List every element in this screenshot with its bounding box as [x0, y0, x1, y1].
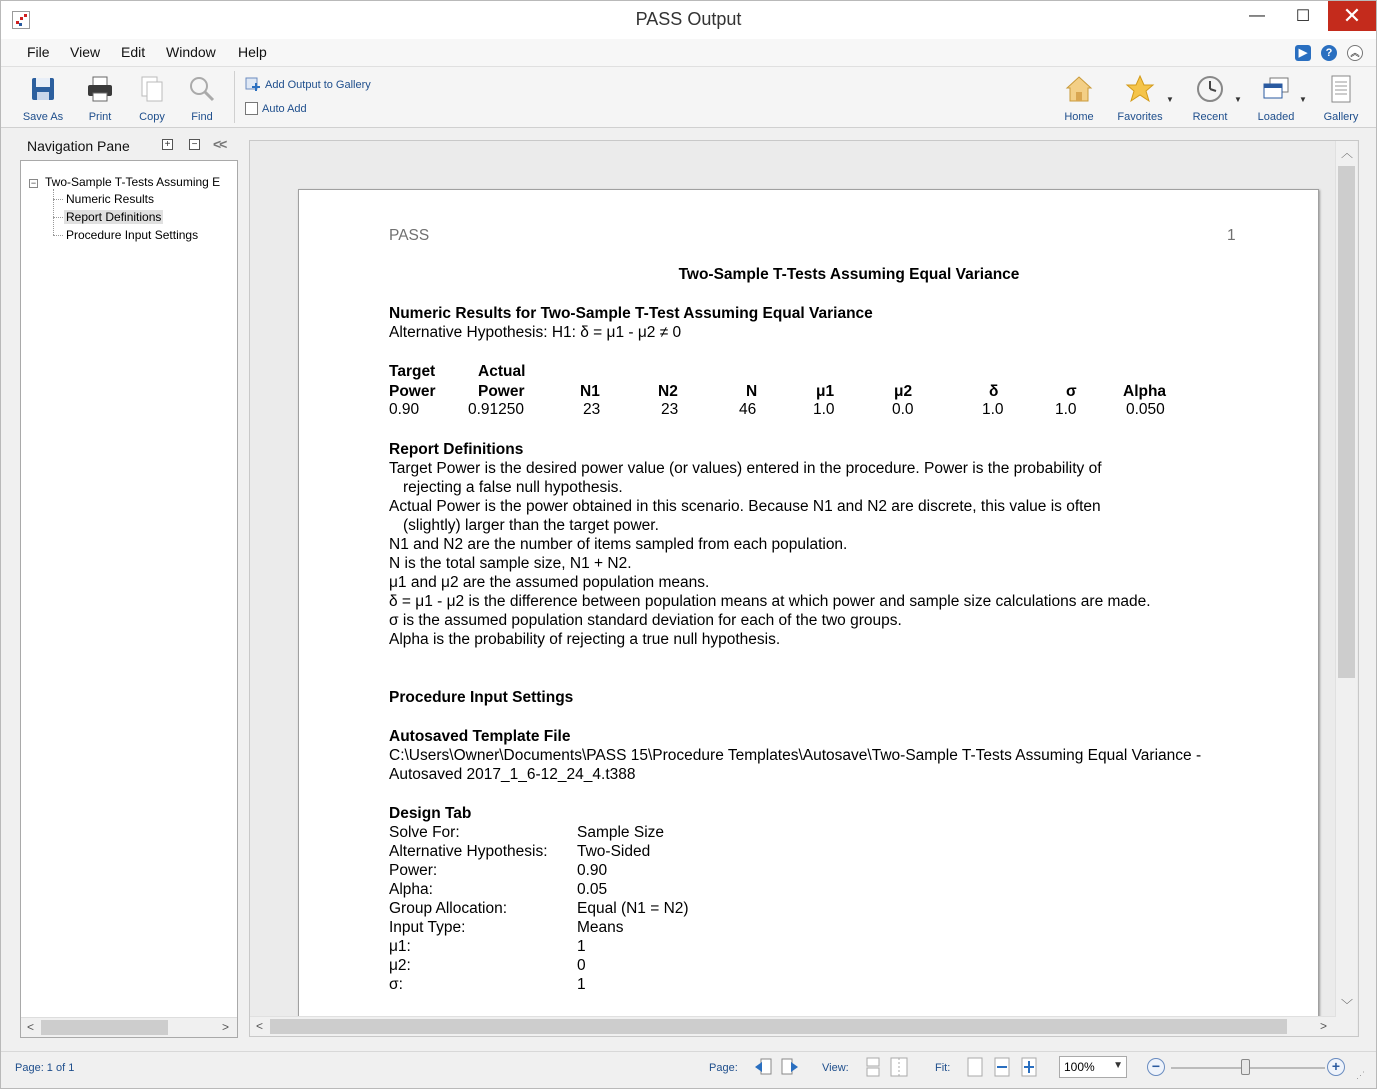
chevron-down-icon: ▼ — [1113, 1060, 1123, 1071]
tree-collapse-icon[interactable]: − — [30, 178, 37, 188]
table-header-n1: N1 — [580, 383, 600, 400]
design-label: μ1: — [389, 938, 411, 955]
scrollbar-corner — [1336, 1016, 1357, 1036]
table-header-power: Power — [389, 383, 436, 400]
gallery-label: Gallery — [1323, 111, 1359, 123]
title-bar — [1, 1, 1376, 39]
menu-window[interactable]: Window — [166, 44, 216, 60]
table-header-delta: δ — [989, 383, 999, 400]
procedure-input-settings-heading: Procedure Input Settings — [389, 689, 574, 706]
tree-root-item[interactable]: Two-Sample T-Tests Assuming E — [45, 175, 221, 189]
design-label: σ: — [389, 976, 403, 993]
template-path: C:\Users\Owner\Documents\PASS 15\Procedure Templates\Autosave\Two-Sample T-Tests Assuming Equal Variance - — [389, 747, 1202, 764]
loaded-label: Loaded — [1257, 111, 1295, 123]
favorites-label: Favorites — [1117, 111, 1163, 123]
find-label: Find — [191, 111, 213, 123]
table-cell: 1.0 — [982, 401, 1004, 418]
star-icon — [1124, 73, 1156, 105]
document-horizontal-scrollbar[interactable] — [250, 1016, 1336, 1036]
definition-line: (slightly) larger than the target power. — [403, 517, 659, 534]
design-value: 0.90 — [577, 862, 608, 879]
table-header-power: Power — [478, 383, 525, 400]
recent-label: Recent — [1192, 111, 1228, 123]
scroll-down-icon[interactable]: ﹀ — [1341, 998, 1354, 1012]
table-header-target: Target — [389, 363, 436, 380]
loaded-button[interactable] — [1248, 71, 1304, 125]
table-cell: 0.91250 — [468, 401, 525, 418]
loaded-dropdown-icon[interactable]: ▼ — [1299, 95, 1307, 104]
design-tab-heading: Design Tab — [389, 805, 472, 822]
design-label: Power: — [389, 862, 438, 879]
view-label: View: — [822, 1062, 849, 1074]
zoom-out-icon[interactable]: − — [1147, 1058, 1165, 1076]
add-gallery-icon — [245, 77, 261, 93]
tree-item-report-definitions[interactable]: Report Definitions — [66, 210, 162, 224]
document-vertical-scrollbar[interactable] — [1335, 141, 1357, 1017]
fit-width-icon[interactable] — [992, 1057, 1012, 1077]
resize-grip-icon[interactable]: ⋰ — [1356, 1070, 1365, 1080]
zoom-slider-thumb[interactable] — [1241, 1059, 1250, 1075]
scroll-left-icon[interactable]: < — [256, 1019, 264, 1033]
save-icon — [27, 73, 59, 105]
template-file-heading: Autosaved Template File — [389, 728, 571, 745]
report-title: Two-Sample T-Tests Assuming Equal Variance — [678, 266, 1020, 283]
tree-item-numeric-results[interactable]: Numeric Results — [66, 192, 155, 206]
definition-line: σ is the assumed population standard deviation for each of the two groups. — [389, 612, 902, 629]
scrollbar-thumb[interactable] — [270, 1019, 1287, 1034]
expand-all-icon[interactable]: + — [162, 139, 173, 150]
auto-add-label: Auto Add — [262, 102, 307, 115]
zoom-in-icon[interactable]: + — [1327, 1058, 1345, 1076]
fit-all-icon[interactable] — [1019, 1057, 1039, 1077]
design-value: 0.05 — [577, 881, 608, 898]
tree-item-procedure-input-settings[interactable]: Procedure Input Settings — [66, 228, 199, 242]
definition-line: μ1 and μ2 are the assumed population means. — [389, 574, 710, 591]
toolbar-separator — [234, 71, 235, 123]
video-icon[interactable]: ▶ — [1295, 45, 1311, 61]
minimize-button[interactable]: — — [1249, 7, 1265, 24]
copy-button[interactable] — [124, 71, 180, 125]
navigation-pane-title: Navigation Pane — [27, 138, 130, 154]
design-label: μ2: — [389, 957, 411, 974]
report-page — [298, 189, 1319, 1037]
design-value: Means — [577, 919, 624, 936]
table-cell: 0.0 — [892, 401, 914, 418]
navigation-pane-header — [11, 132, 244, 158]
favorites-button[interactable] — [1112, 71, 1168, 125]
fit-page-icon[interactable] — [965, 1057, 985, 1077]
home-button[interactable] — [1051, 71, 1107, 125]
menu-bar — [1, 39, 1376, 67]
menu-view[interactable]: View — [70, 44, 101, 60]
scrollbar-thumb[interactable] — [41, 1020, 168, 1035]
status-bar — [1, 1051, 1376, 1088]
scroll-right-icon[interactable]: > — [222, 1020, 230, 1034]
auto-add-toggle[interactable] — [245, 102, 307, 115]
design-label: Group Allocation: — [389, 900, 508, 917]
next-page-icon[interactable] — [780, 1057, 800, 1077]
alternative-hypothesis: Alternative Hypothesis: H1: δ = μ1 - μ2 ≠ 0 — [389, 324, 682, 341]
page-count: Page: 1 of 1 — [15, 1062, 75, 1074]
table-header-alpha: Alpha — [1123, 383, 1167, 400]
definition-line: rejecting a false null hypothesis. — [403, 479, 623, 496]
design-label: Input Type: — [389, 919, 466, 936]
table-header-mu1: μ1 — [816, 383, 835, 400]
recent-dropdown-icon[interactable]: ▼ — [1234, 95, 1242, 104]
table-cell: 1.0 — [1055, 401, 1077, 418]
page-nav-label: Page: — [709, 1062, 738, 1074]
menu-edit[interactable]: Edit — [121, 44, 146, 60]
design-value: 1 — [577, 976, 586, 993]
save-as-button[interactable] — [15, 71, 71, 125]
scroll-right-icon[interactable]: > — [1320, 1019, 1328, 1033]
scroll-left-icon[interactable]: < — [27, 1020, 35, 1034]
table-cell: 23 — [583, 401, 601, 418]
table-cell: 1.0 — [813, 401, 835, 418]
gallery-button[interactable] — [1313, 71, 1369, 125]
design-value: Sample Size — [577, 824, 665, 841]
report-header-left: PASS — [389, 227, 430, 244]
document-view — [249, 140, 1359, 1037]
collapse-all-icon[interactable]: − — [189, 139, 200, 150]
design-label: Solve For: — [389, 824, 460, 841]
two-page-view-icon[interactable] — [889, 1057, 909, 1077]
design-label: Alternative Hypothesis: — [389, 843, 548, 860]
design-value: 1 — [577, 938, 586, 955]
save-as-label: Save As — [22, 111, 64, 123]
fit-label: Fit: — [935, 1062, 951, 1074]
menu-help[interactable]: Help — [238, 44, 267, 60]
table-cell: 23 — [661, 401, 679, 418]
table-cell: 0.90 — [389, 401, 420, 418]
definition-line: Alpha is the probability of rejecting a true null hypothesis. — [389, 631, 781, 648]
previous-page-icon[interactable] — [753, 1057, 773, 1077]
menu-file[interactable]: File — [27, 44, 50, 60]
single-page-view-icon[interactable] — [863, 1057, 883, 1077]
scrollbar-thumb[interactable] — [1338, 166, 1355, 678]
definition-line: Actual Power is the power obtained in this scenario. Because N1 and N2 are discrete, this value is often — [389, 498, 1101, 515]
maximize-button[interactable]: ☐ — [1295, 8, 1311, 25]
gallery-icon — [1325, 73, 1357, 105]
close-button[interactable]: ✕ — [1328, 1, 1376, 31]
nav-horizontal-scrollbar[interactable] — [21, 1017, 237, 1037]
numeric-results-heading: Numeric Results for Two-Sample T-Test Assuming Equal Variance — [389, 305, 873, 322]
table-header-n2: N2 — [658, 383, 678, 400]
toolbar — [1, 67, 1376, 128]
printer-icon — [84, 73, 116, 105]
template-path: Autosaved 2017_1_6-12_24_4.t388 — [389, 766, 636, 783]
hide-pane-icon[interactable]: << — [213, 136, 226, 152]
help-icon[interactable]: ? — [1321, 45, 1337, 61]
windows-icon — [1260, 73, 1292, 105]
definition-line: N1 and N2 are the number of items sampled from each population. — [389, 536, 848, 553]
table-header-actual: Actual — [478, 363, 526, 380]
home-icon — [1063, 73, 1095, 105]
tree-connector — [53, 217, 63, 218]
design-label: Alpha: — [389, 881, 433, 898]
scroll-up-icon[interactable]: ︿ — [1341, 146, 1354, 160]
auto-add-checkbox[interactable] — [245, 102, 258, 115]
favorites-dropdown-icon[interactable]: ▼ — [1166, 95, 1174, 104]
table-header-mu2: μ2 — [894, 383, 913, 400]
navigation-tree — [20, 160, 238, 1038]
copy-label: Copy — [139, 111, 165, 123]
print-label: Print — [88, 111, 112, 123]
table-header-n: N — [746, 383, 758, 400]
report-definitions-heading: Report Definitions — [389, 441, 524, 458]
recent-button[interactable] — [1182, 71, 1238, 125]
table-cell: 46 — [739, 401, 757, 418]
magnifier-icon — [186, 73, 218, 105]
zoom-value: 100% — [1064, 1060, 1095, 1074]
design-value: Equal (N1 = N2) — [577, 900, 689, 917]
add-output-to-gallery-label: Add Output to Gallery — [265, 79, 371, 91]
table-header-sigma: σ — [1066, 383, 1077, 400]
add-output-to-gallery-button[interactable] — [245, 77, 371, 93]
collapse-ribbon-icon[interactable]: ︽ — [1347, 45, 1363, 61]
print-button[interactable] — [72, 71, 128, 125]
tree-connector — [53, 235, 63, 236]
definition-line: δ = μ1 - μ2 is the difference between population means at which power and sample size calculations are made. — [389, 593, 1151, 610]
clock-icon — [1194, 73, 1226, 105]
copy-icon — [136, 73, 168, 105]
tree-connector — [53, 199, 63, 200]
window-title: PASS Output — [635, 9, 742, 29]
zoom-select[interactable] — [1059, 1056, 1127, 1078]
find-button[interactable] — [174, 71, 230, 125]
table-cell: 0.050 — [1126, 401, 1165, 418]
report-page-number: 1 — [1227, 227, 1236, 244]
definition-line: Target Power is the desired power value (or values) entered in the procedure. Power is the probability of — [389, 460, 1102, 477]
design-value: 0 — [577, 957, 586, 974]
definition-line: N is the total sample size, N1 + N2. — [389, 555, 632, 572]
design-value: Two-Sided — [577, 843, 651, 860]
tree-connector — [53, 189, 54, 235]
home-label: Home — [1064, 111, 1094, 123]
